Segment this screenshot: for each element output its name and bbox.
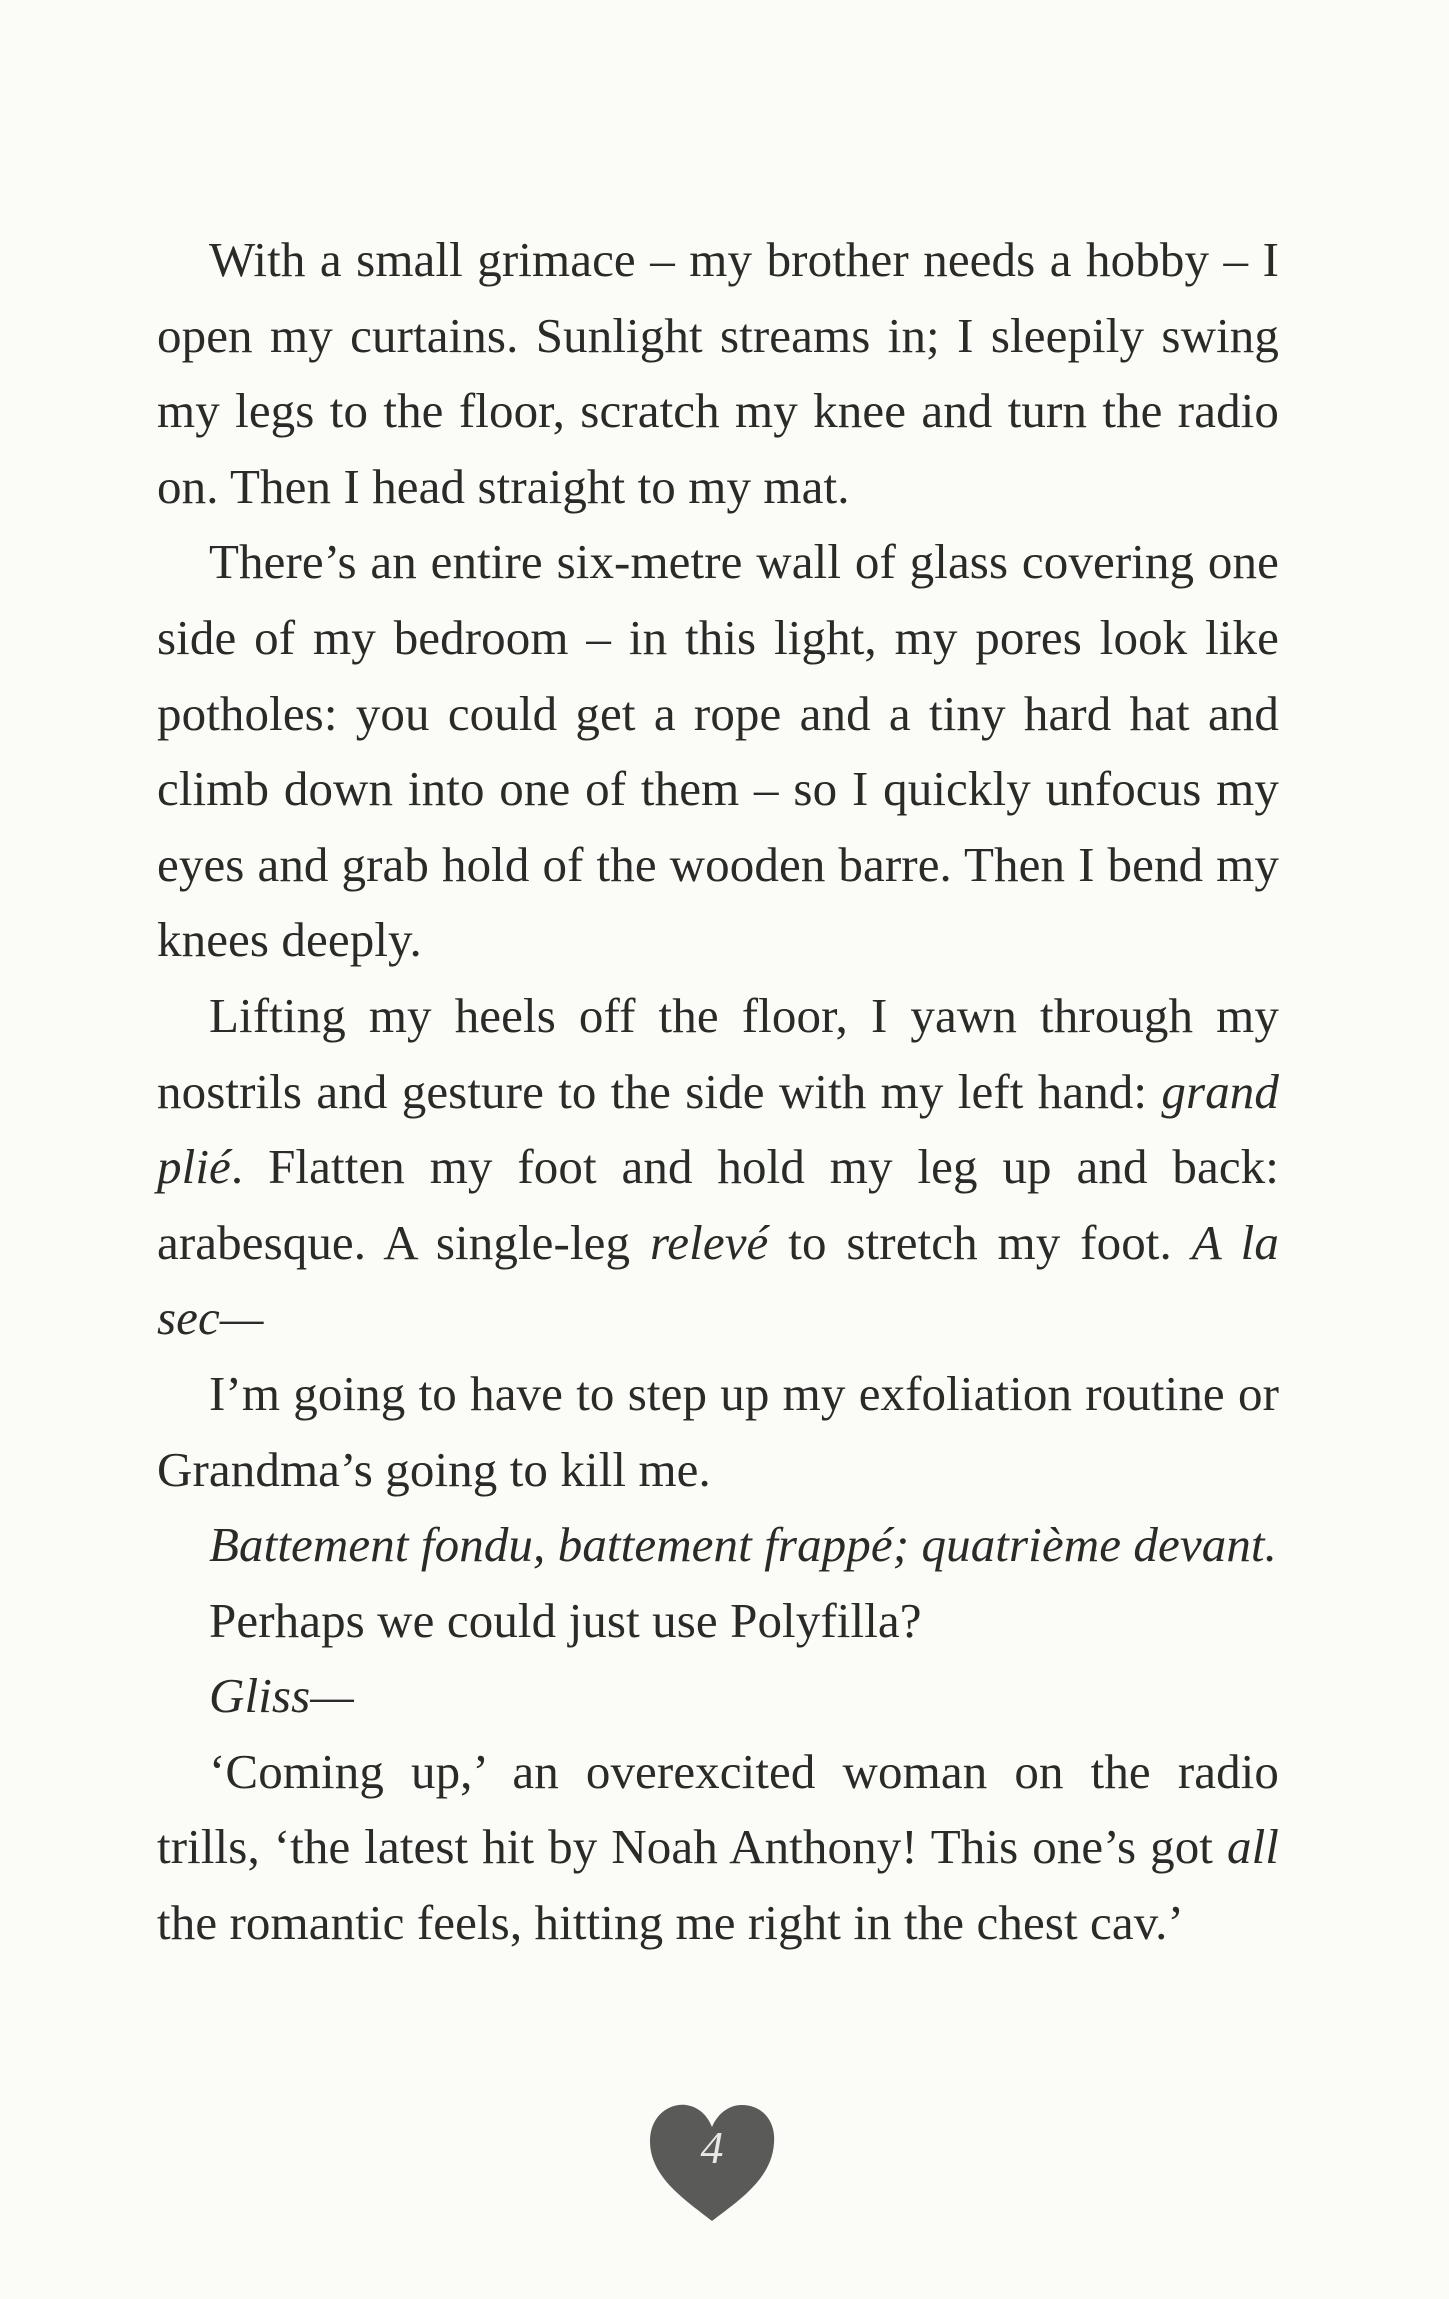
- text-segment: the romantic feels, hitting me right in the chest cav.’: [157, 1895, 1184, 1951]
- paragraph: [157, 978, 1279, 1356]
- italic-text-segment: relevé: [649, 1214, 769, 1270]
- text-segment: With a small grimace – my brother needs a hobby – I open my curtains. Sunlight streams in; I sleepily swing my legs to the floor, scratch my knee and turn the radio on. Then I head straight to my mat.: [157, 232, 1279, 514]
- text-segment: I’m going to have to step up my exfoliation routine or Grandma’s going to kill me.: [157, 1365, 1279, 1497]
- italic-text-segment: grand plié: [157, 1063, 1279, 1195]
- paragraph: [157, 222, 1279, 524]
- paragraph: [157, 1734, 1279, 1961]
- paragraph: [157, 1583, 1279, 1659]
- italic-text-segment: all: [1226, 1819, 1279, 1875]
- italic-text-segment: Gliss—: [209, 1668, 354, 1724]
- text-segment: Perhaps we could just use Polyfilla?: [209, 1592, 922, 1648]
- page-body-text: [157, 222, 1279, 1961]
- page-number-badge: [644, 2099, 780, 2227]
- paragraph: [157, 1356, 1279, 1507]
- page-number: 4: [700, 2122, 724, 2173]
- text-segment: There’s an entire six-metre wall of glass covering one side of my bedroom – in this light, my pores look like potholes: you could get a rope and a tiny hard hat and climb down into one of them – so I quickly unfocus my eyes and grab hold of the wooden barre. Then I bend my knees deeply.: [157, 534, 1279, 968]
- paragraph: [157, 1507, 1279, 1583]
- text-segment: to stretch my foot.: [768, 1214, 1192, 1270]
- paragraph: [157, 524, 1279, 978]
- text-segment: . Flatten my foot and hold my leg up and back: arabesque. A single-leg: [157, 1139, 1279, 1270]
- text-segment: Lifting my heels off the floor, I yawn through my nostrils and gesture to the side with my left hand:: [157, 987, 1279, 1119]
- italic-text-segment: Battement fondu, battement frappé; quatrième devant.: [209, 1517, 1277, 1573]
- paragraph: [157, 1658, 1279, 1734]
- text-segment: ‘Coming up,’ an overexcited woman on the radio trills, ‘the latest hit by Noah Anthony! This one’s got: [157, 1743, 1279, 1875]
- italic-text-segment: A la sec—: [157, 1214, 1279, 1346]
